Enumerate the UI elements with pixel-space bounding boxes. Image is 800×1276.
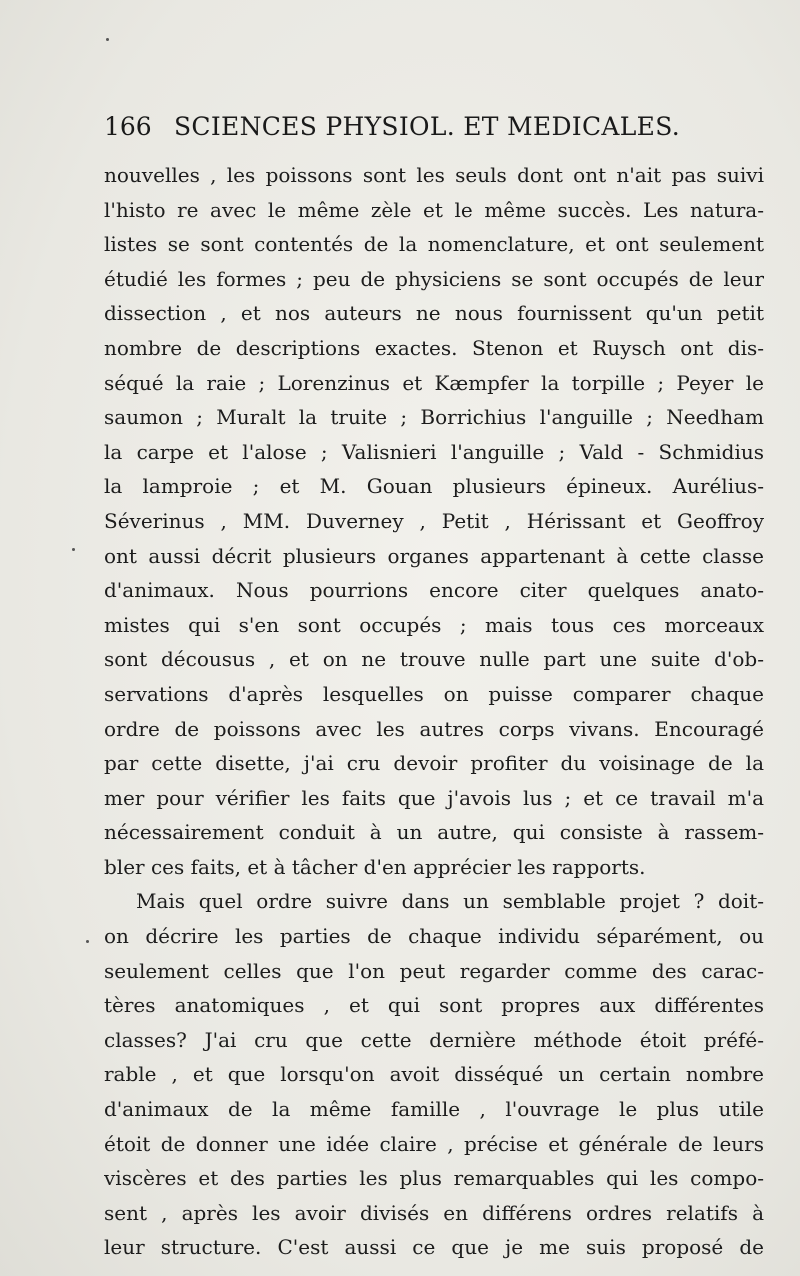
text-line: mistes qui s'en sont occupés ; mais tous ces morceaux <box>104 612 764 637</box>
page-number: 166 <box>104 112 152 141</box>
text-line: la carpe et l'alose ; Valisnieri l'anguille ; Vald - Schmidius <box>104 439 764 464</box>
text-line: viscères et des parties les plus remarquables qui les compo- <box>104 1166 764 1191</box>
text-line: par cette disette, j'ai cru devoir profiter du voisinage de la <box>104 751 764 776</box>
text-line: étoit de donner une idée claire , précise et générale de leurs <box>104 1131 764 1156</box>
text-line: servations d'après lesquelles on puisse comparer chaque <box>104 681 764 706</box>
running-header <box>104 112 724 148</box>
paragraph-start-line: Mais quel ordre suivre dans un semblable projet ? doit- <box>136 889 764 914</box>
text-line: d'animaux de la même famille , l'ouvrage le plus utile <box>104 1097 764 1122</box>
text-line: saumon ; Muralt la truite ; Borrichius l'anguille ; Needham <box>104 405 764 430</box>
text-line: sent , après les avoir divisés en différens ordres relatifs à <box>104 1200 764 1225</box>
text-line: leur structure. C'est aussi ce que je me suis proposé de <box>104 1235 764 1260</box>
text-line: rable , et que lorsqu'on avoit disséqué un certain nombre <box>104 1062 764 1087</box>
ink-speck <box>72 548 75 551</box>
ink-speck <box>86 940 89 943</box>
text-line: dissection , et nos auteurs ne nous fournissent qu'un petit <box>104 301 764 326</box>
text-line: on décrire les parties de chaque individu séparément, ou <box>104 924 764 949</box>
text-line: ordre de poissons avec les autres corps vivans. Encouragé <box>104 716 764 741</box>
text-line: classes? J'ai cru que cette dernière méthode étoit préfé- <box>104 1027 764 1052</box>
text-line: sont décousus , et on ne trouve nulle part une suite d'ob- <box>104 647 764 672</box>
running-title: SCIENCES PHYSIOL. ET MEDICALES. <box>174 112 680 141</box>
text-line: mer pour vérifier les faits que j'avois lus ; et ce travail m'a <box>104 785 764 810</box>
body-text <box>104 158 764 1265</box>
text-line: séqué la raie ; Lorenzinus et Kæmpfer la torpille ; Peyer le <box>104 370 764 395</box>
text-line: listes se sont contentés de la nomenclature, et ont seulement <box>104 232 764 257</box>
text-line: la lamproie ; et M. Gouan plusieurs épineux. Aurélius- <box>104 474 764 499</box>
paragraph-end-line: bler ces faits, et à tâcher d'en apprécier les rapports. <box>104 854 646 879</box>
text-line: seulement celles que l'on peut regarder comme des carac- <box>104 958 764 983</box>
text-line: l'histo re avec le même zèle et le même succès. Les natura- <box>104 197 764 222</box>
text-line: d'animaux. Nous pourrions encore citer quelques anato- <box>104 578 764 603</box>
text-line: nombre de descriptions exactes. Stenon et Ruysch ont dis- <box>104 335 764 360</box>
text-line: ont aussi décrit plusieurs organes appartenant à cette classe <box>104 543 764 568</box>
text-line: nouvelles , les poissons sont les seuls dont ont n'ait pas suivi <box>104 163 764 187</box>
text-line: étudié les formes ; peu de physiciens se sont occupés de leur <box>104 266 764 291</box>
ink-speck <box>106 38 109 41</box>
text-line: Séverinus , MM. Duverney , Petit , Hérissant et Geoffroy <box>104 508 764 533</box>
text-line: tères anatomiques , et qui sont propres aux différentes <box>104 993 764 1018</box>
text-line: nécessairement conduit à un autre, qui consiste à rassem- <box>104 820 764 845</box>
